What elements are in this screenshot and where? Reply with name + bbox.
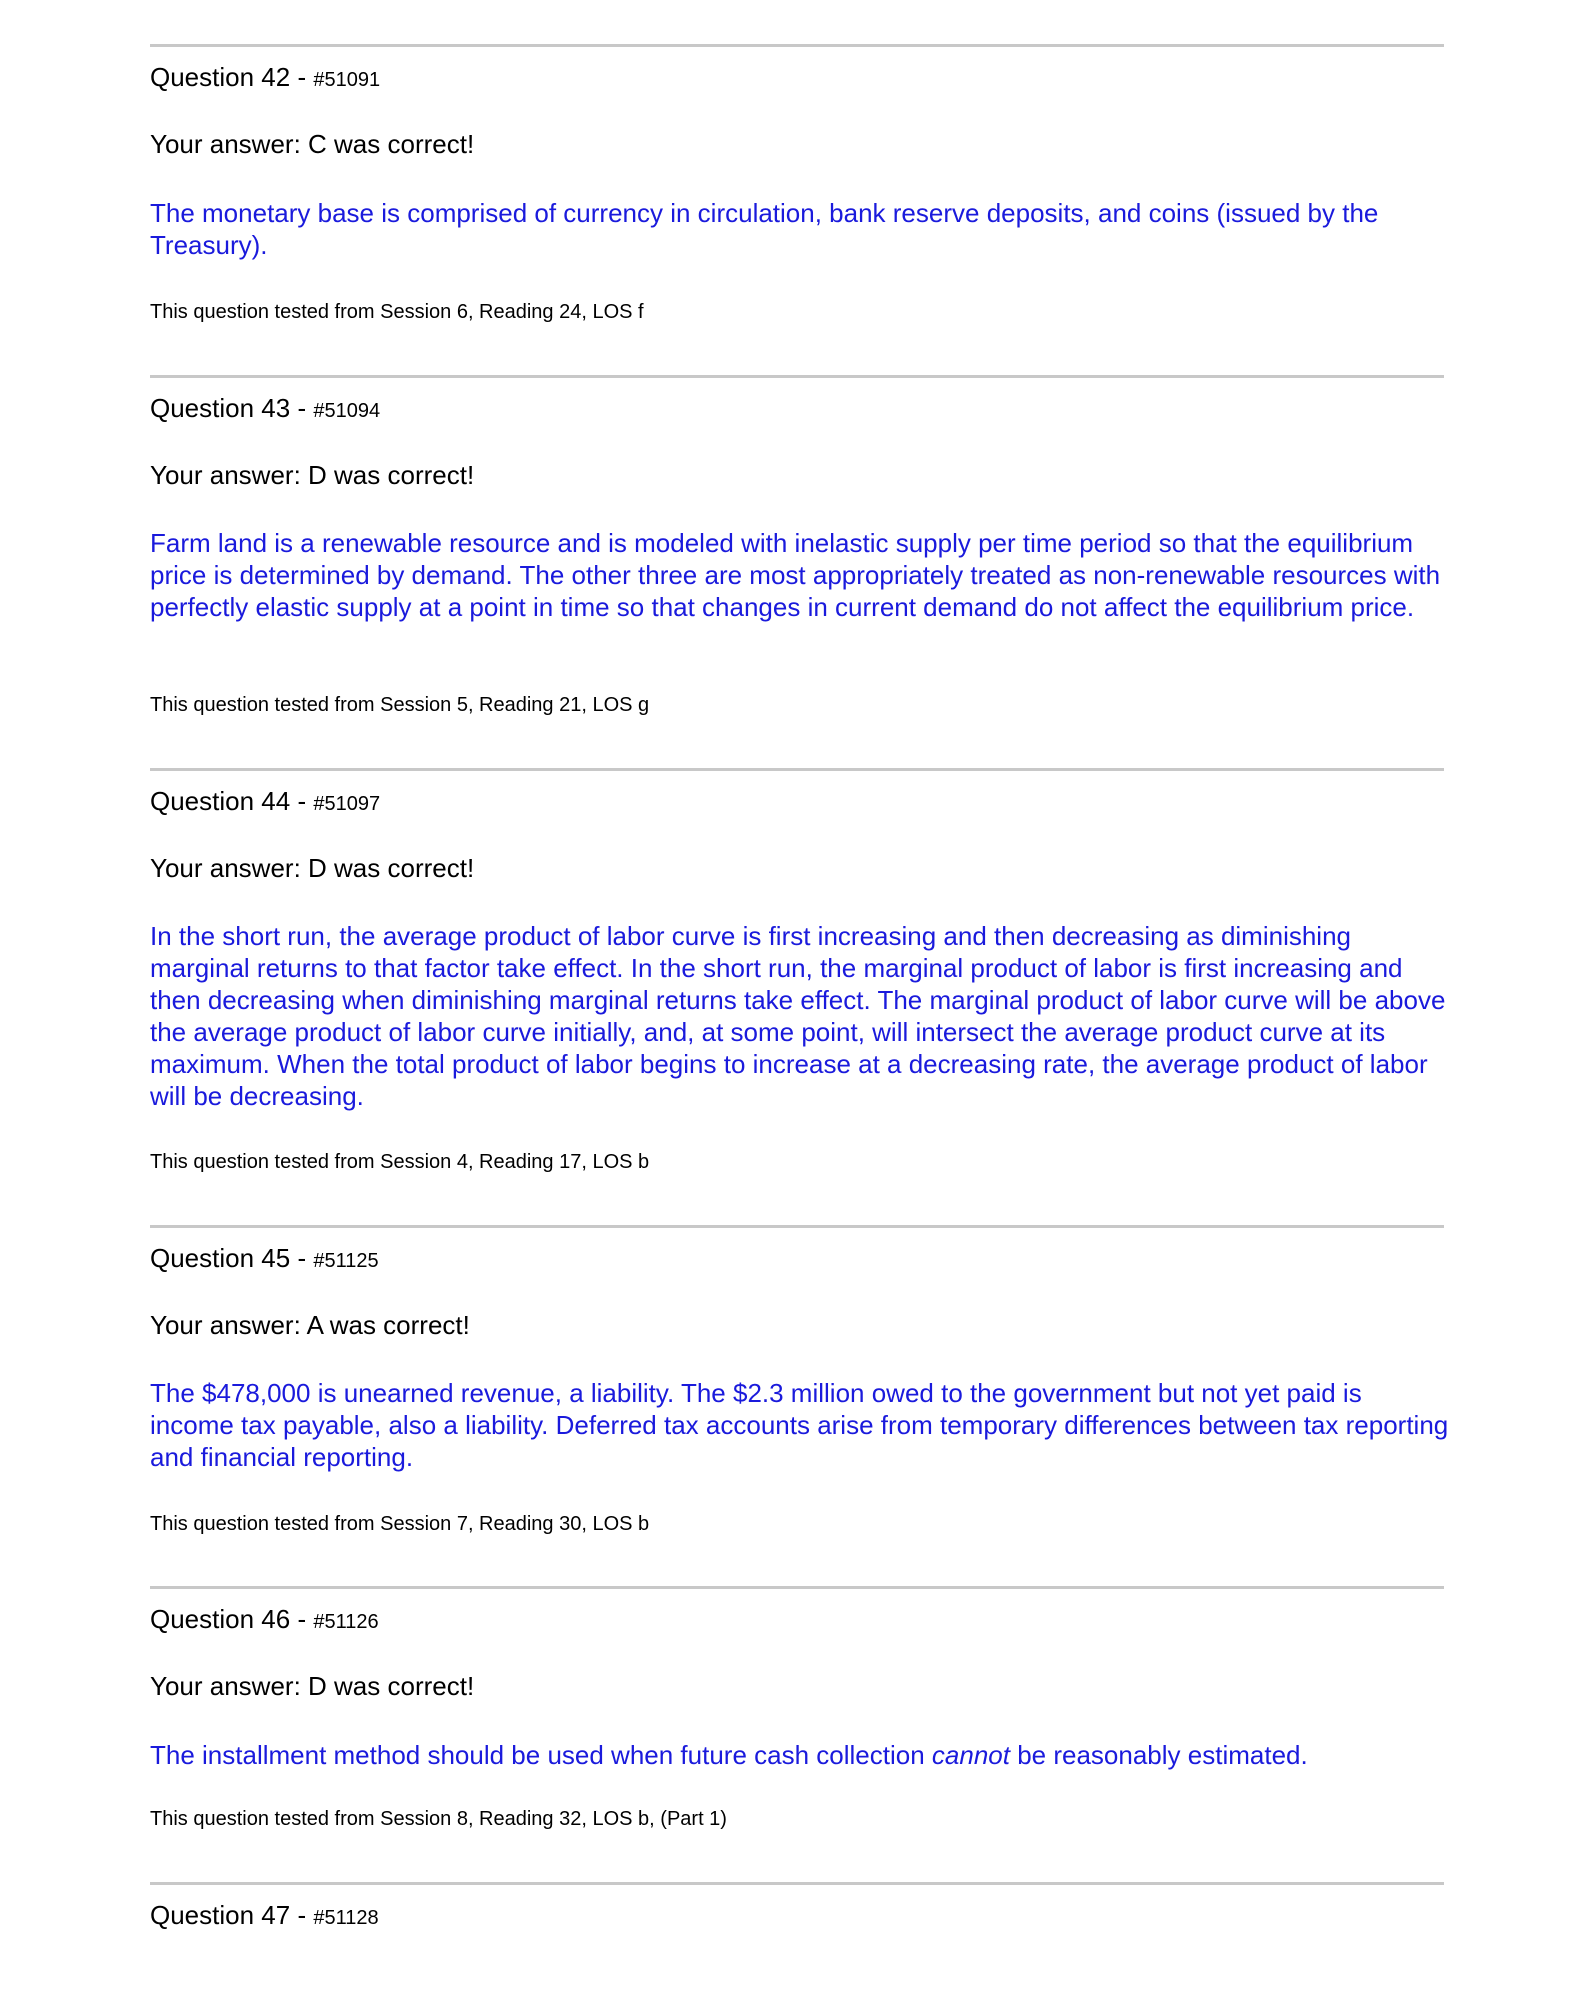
question-number: Question 44	[150, 786, 291, 816]
question-divider	[150, 768, 1444, 771]
question-title	[150, 393, 380, 426]
question-divider	[150, 1586, 1444, 1589]
question-title	[150, 1604, 379, 1637]
explanation-text: The installment method should be used when future cash collection	[150, 1740, 932, 1770]
question-separator: -	[290, 786, 314, 816]
tested-reference: This question tested from Session 7, Reading 30, LOS b	[150, 1513, 650, 1535]
tested-reference: This question tested from Session 5, Reading 21, LOS g	[150, 694, 650, 716]
answer-result: Your answer: C was correct!	[150, 129, 475, 159]
question-id: #51128	[313, 1907, 379, 1929]
tested-reference: This question tested from Session 6, Reading 24, LOS f	[150, 301, 644, 323]
question-divider	[150, 375, 1444, 378]
question-id: #51125	[313, 1250, 379, 1272]
question-title	[150, 1900, 379, 1933]
question-number: Question 45	[150, 1243, 291, 1273]
answer-explanation: The monetary base is comprised of currency in circulation, bank reserve deposits, and coins (issued by the Treasury).	[150, 198, 1379, 260]
answer-result: Your answer: A was correct!	[150, 1310, 470, 1340]
question-id: #51097	[313, 793, 381, 815]
answer-result: Your answer: D was correct!	[150, 1671, 475, 1701]
question-title	[150, 1243, 379, 1276]
question-divider	[150, 1882, 1444, 1885]
question-id: #51126	[313, 1611, 379, 1633]
answer-result: Your answer: D was correct!	[150, 460, 475, 490]
question-separator: -	[290, 62, 314, 92]
question-separator: -	[290, 1604, 314, 1634]
question-number: Question 47	[150, 1900, 291, 1930]
question-separator: -	[290, 1900, 314, 1930]
answer-result: Your answer: D was correct!	[150, 853, 475, 883]
question-number: Question 46	[150, 1604, 291, 1634]
answer-explanation	[150, 1739, 1450, 1771]
answer-explanation: The $478,000 is unearned revenue, a liability. The $2.3 million owed to the government but not yet paid is income tax payable, also a liability. Deferred tax accounts arise from temporary differences between tax reporting and financial reporting.	[150, 1378, 1449, 1472]
question-separator: -	[290, 393, 314, 423]
question-title	[150, 62, 380, 95]
explanation-emphasis: cannot	[931, 1740, 1010, 1770]
explanation-text: be reasonably estimated.	[1009, 1740, 1308, 1770]
question-id: #51091	[313, 69, 381, 91]
question-number: Question 42	[150, 62, 291, 92]
question-number: Question 43	[150, 393, 291, 423]
tested-reference: This question tested from Session 4, Reading 17, LOS b	[150, 1151, 650, 1173]
question-title	[150, 786, 380, 819]
answer-explanation: In the short run, the average product of labor curve is first increasing and then decreasing as diminishing marginal returns to that factor take effect. In the short run, the marginal product of labor is first increasing and then decreasing when diminishing marginal returns take effect. The marginal product of labor curve will be above the average product of labor curve initially, and, at some point, will intersect the average product curve at its maximum. When the total product of labor begins to increase at a decreasing rate, the average product of labor will be decreasing.	[150, 921, 1446, 1111]
question-separator: -	[290, 1243, 314, 1273]
question-id: #51094	[313, 400, 381, 422]
answer-explanation: Farm land is a renewable resource and is modeled with inelastic supply per time period so that the equilibrium price is determined by demand. The other three are most appropriately treated as non-renewable resources with perfectly elastic supply at a point in time so that changes in current demand do not affect the equilibrium price.	[150, 528, 1441, 622]
question-divider	[150, 44, 1444, 47]
question-divider	[150, 1225, 1444, 1228]
tested-reference: This question tested from Session 8, Reading 32, LOS b, (Part 1)	[150, 1808, 727, 1830]
